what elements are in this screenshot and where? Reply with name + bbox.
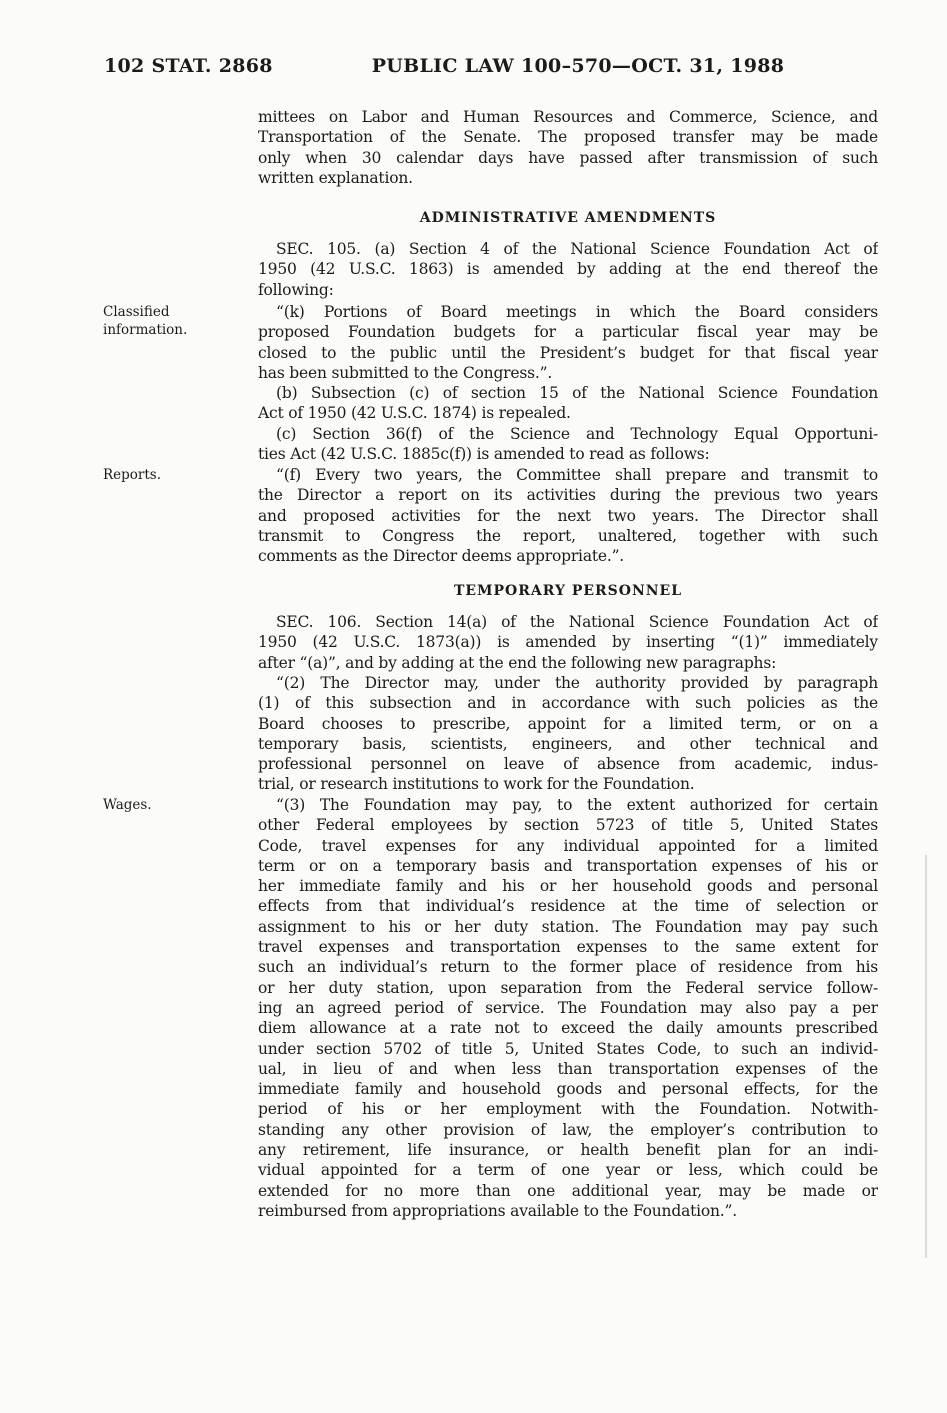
- statute-paragraph: [103, 302, 878, 383]
- text-line: proposed Foundation budgets for a particular fiscal year may be: [258, 323, 878, 342]
- text-line: has been submitted to the Congress.”.: [258, 363, 553, 382]
- text-line: mittees on Labor and Human Resources and Commerce, Science, and: [258, 108, 878, 126]
- text-line: ing an agreed period of service. The Foundation may also pay a per: [258, 998, 878, 1017]
- text-line: transmit to Congress the report, unaltered, together with such: [258, 526, 878, 545]
- text-line: her immediate family and his or her household goods and personal: [258, 877, 878, 896]
- text-line: “(3) The Foundation may pay, to the extent authorized for certain: [276, 796, 878, 814]
- text-line: professional personnel on leave of absence from academic, indus-: [258, 755, 878, 774]
- text-line: extended for no more than one additional year, may be made or: [258, 1181, 878, 1200]
- text-line: reimbursed from appropriations available to the Foundation.”.: [258, 1201, 737, 1220]
- page-number: 102 STAT. 2868: [104, 55, 273, 77]
- text-line: and proposed activities for the next two years. The Director shall: [258, 506, 878, 525]
- text-line: SEC. 105. (a) Section 4 of the National Science Foundation Act of: [276, 240, 878, 258]
- section-heading: TEMPORARY PERSONNEL: [453, 583, 683, 599]
- text-line: SEC. 106. Section 14(a) of the National Science Foundation Act of: [276, 613, 878, 631]
- text-line: Board chooses to prescribe, appoint for a limited term, or on a: [258, 714, 878, 733]
- text-line: period of his or her employment with the Foundation. Notwith-: [258, 1100, 878, 1119]
- text-line: “(k) Portions of Board meetings in which the Board considers: [276, 303, 878, 321]
- text-line: only when 30 calendar days have passed after transmission of such: [258, 148, 878, 167]
- text-line: following:: [258, 280, 334, 299]
- text-line: or her duty station, upon separation from the Federal service follow-: [258, 978, 878, 997]
- statute-paragraph: [103, 465, 878, 566]
- statute-paragraph: [258, 612, 878, 673]
- text-line: “(f) Every two years, the Committee shall prepare and transmit to: [276, 466, 878, 484]
- text-line: Transportation of the Senate. The proposed transfer may be made: [258, 128, 878, 147]
- running-head: PUBLIC LAW 100–570—OCT. 31, 1988: [371, 55, 785, 77]
- section-heading: ADMINISTRATIVE AMENDMENTS: [419, 210, 717, 226]
- text-line: comments as the Director deems appropriate.”.: [258, 547, 625, 566]
- text-line: written explanation.: [258, 168, 413, 187]
- statute-paragraph: [258, 383, 878, 424]
- margin-note: Reports.: [103, 467, 162, 483]
- text-line: effects from that individual’s residence at the time of selection or: [258, 897, 878, 916]
- statute-paragraph: [258, 424, 878, 465]
- text-line: ties Act (42 U.S.C. 1885c(f)) is amended to read as follows:: [258, 445, 710, 464]
- scan-artifact-line: [925, 855, 927, 1258]
- text-line: any retirement, life insurance, or health benefit plan for an indi-: [258, 1141, 878, 1160]
- statute-paragraph: [103, 795, 878, 1221]
- statute-paragraph: [258, 239, 878, 300]
- text-line: 1950 (42 U.S.C. 1863) is amended by adding at the end thereof the: [258, 260, 878, 279]
- text-line: under section 5702 of title 5, United States Code, to such an individ-: [258, 1039, 878, 1058]
- text-line: Code, travel expenses for any individual appointed for a limited: [258, 836, 878, 855]
- statute-paragraph: [258, 107, 878, 188]
- text-line: ual, in lieu of and when less than transportation expenses of the: [258, 1059, 878, 1078]
- text-line: immediate family and household goods and personal effects, for the: [258, 1080, 878, 1099]
- text-line: other Federal employees by section 5723 of title 5, United States: [258, 816, 878, 835]
- text-line: temporary basis, scientists, engineers, and other technical and: [258, 734, 878, 753]
- text-line: term or on a temporary basis and transportation expenses of his or: [258, 856, 878, 875]
- text-line: vidual appointed for a term of one year or less, which could be: [258, 1161, 878, 1180]
- text-line: 1950 (42 U.S.C. 1873(a)) is amended by inserting “(1)” immediately: [258, 633, 878, 652]
- text-line: “(2) The Director may, under the authority provided by paragraph: [276, 674, 878, 692]
- margin-note: Wages.: [103, 797, 152, 813]
- statute-paragraph: [258, 673, 878, 795]
- text-line: travel expenses and transportation expenses to the same extent for: [258, 938, 878, 957]
- text-line: trial, or research institutions to work for the Foundation.: [258, 775, 695, 794]
- text-line: (b) Subsection (c) of section 15 of the National Science Foundation: [276, 384, 878, 402]
- text-line: Act of 1950 (42 U.S.C. 1874) is repealed.: [258, 404, 571, 423]
- text-line: the Director a report on its activities during the previous two years: [258, 486, 878, 505]
- margin-note: Classified information.: [103, 304, 188, 338]
- text-line: closed to the public until the President’s budget for that fiscal year: [258, 343, 878, 362]
- text-line: (c) Section 36(f) of the Science and Technology Equal Opportuni-: [276, 425, 878, 443]
- text-line: diem allowance at a rate not to exceed the daily amounts prescribed: [258, 1019, 878, 1038]
- text-line: (1) of this subsection and in accordance with such policies as the: [258, 694, 878, 713]
- text-line: assignment to his or her duty station. The Foundation may pay such: [258, 917, 878, 936]
- text-line: such an individual’s return to the former place of residence from his: [258, 958, 878, 977]
- text-line: standing any other provision of law, the employer’s contribution to: [258, 1120, 878, 1139]
- text-line: after “(a)”, and by adding at the end the following new paragraphs:: [258, 653, 777, 672]
